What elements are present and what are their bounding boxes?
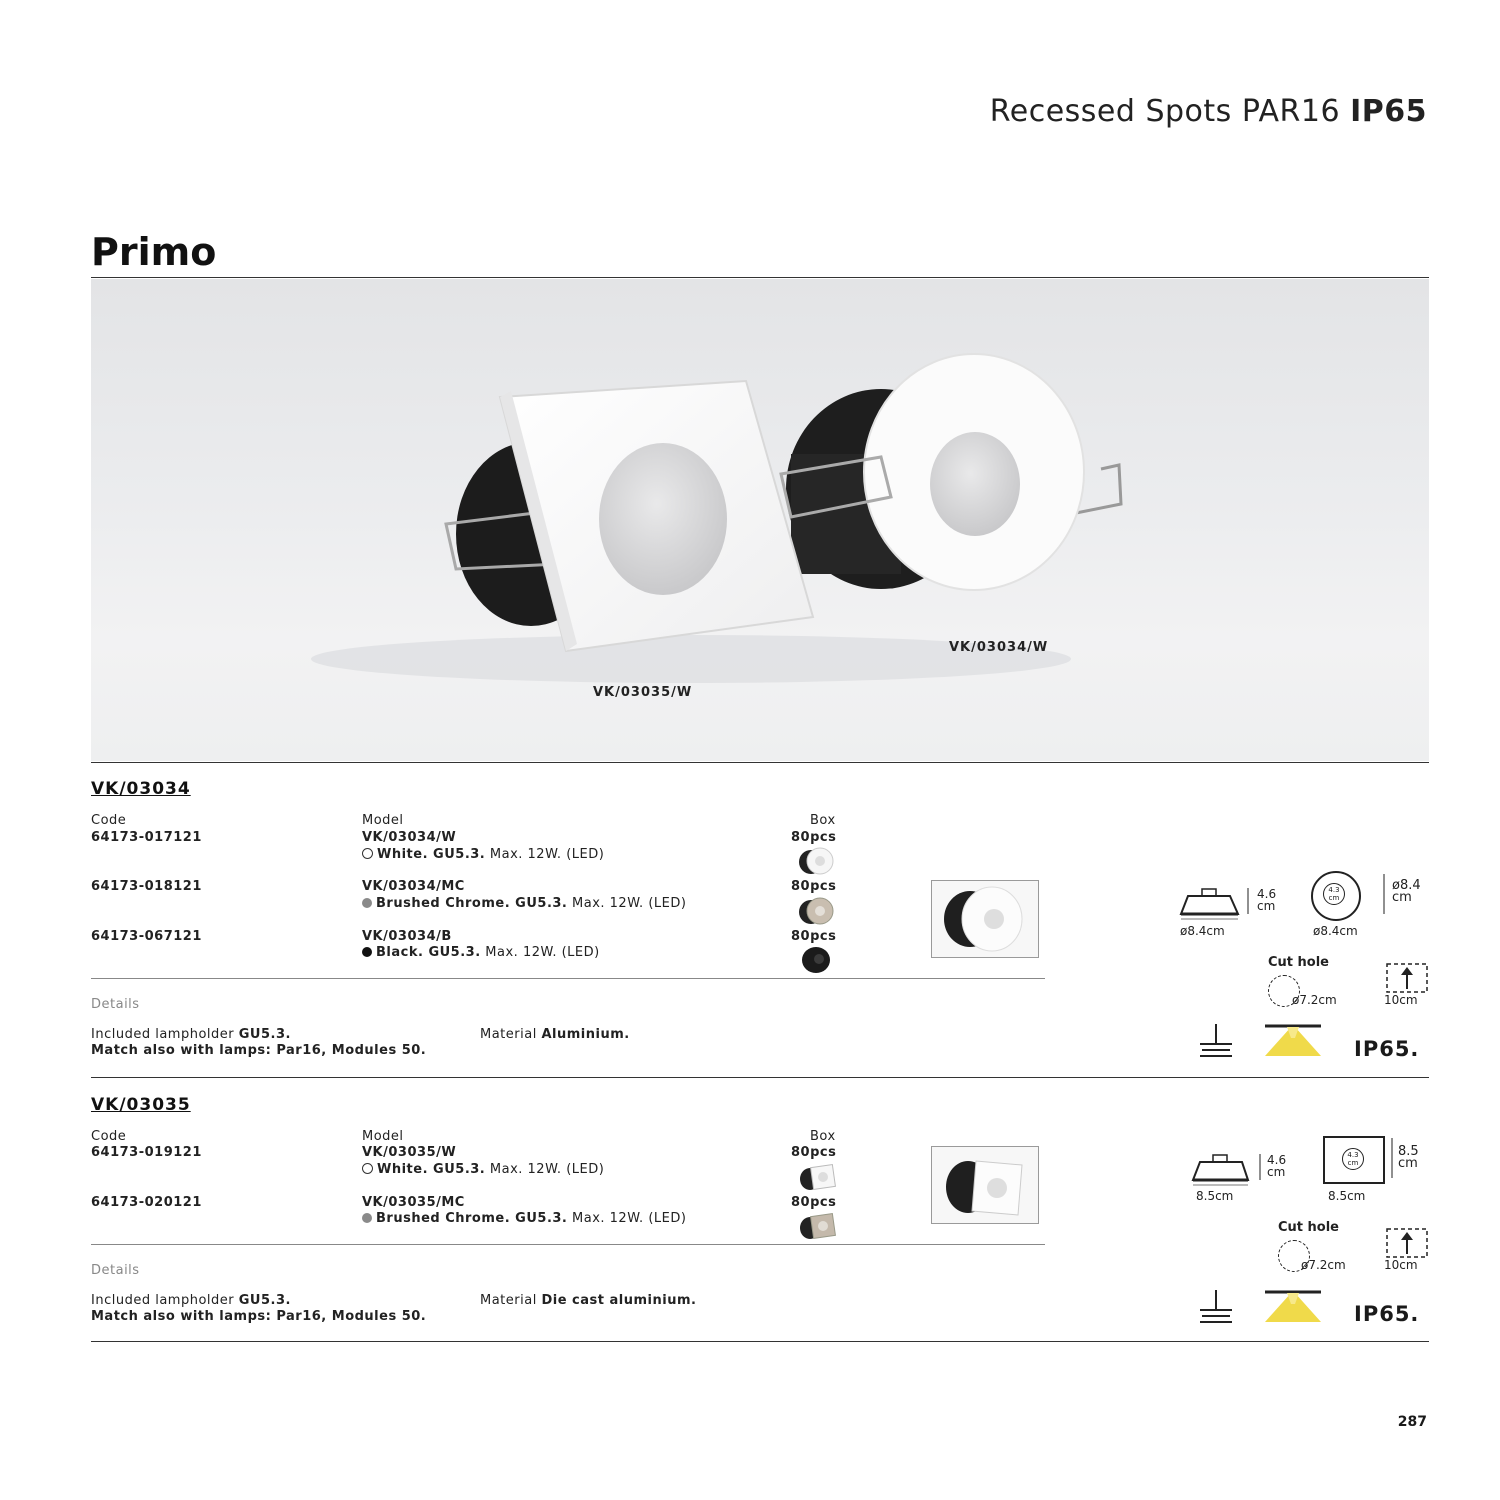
- photo-label: VK/03034/W: [949, 640, 1049, 655]
- box-qty: 80pcs: [791, 929, 837, 944]
- product-code: 64173-019121: [91, 1145, 202, 1160]
- cut-hole-value: ø7.2cm: [1301, 1258, 1346, 1272]
- dimension-front: 8.5cm: [1328, 1189, 1366, 1203]
- page-header-title: [990, 94, 1427, 129]
- product-finish: Brushed Chrome. GU5.3. Max. 12W. (LED): [362, 896, 686, 911]
- product-model: VK/03034/MC: [362, 879, 465, 894]
- product-photo-illustration: [91, 279, 1429, 761]
- box-qty: 80pcs: [791, 1195, 837, 1210]
- height-bracket-icon: [1256, 1154, 1264, 1180]
- product-model: VK/03035/MC: [362, 1195, 465, 1210]
- col-header-model: Model: [362, 813, 404, 828]
- family-title: Primo: [91, 230, 217, 274]
- product-finish: White. GU5.3. Max. 12W. (LED): [362, 1162, 604, 1177]
- header-title-bold: IP65: [1350, 94, 1427, 129]
- white-finish-dot-icon: [362, 1163, 373, 1174]
- square-fitting-image-icon: [932, 1147, 1038, 1223]
- divider: [91, 277, 1429, 278]
- col-header-code: Code: [91, 813, 127, 828]
- chrome-fitting-thumbnail-icon: [794, 896, 840, 926]
- black-finish-dot-icon: [362, 947, 372, 957]
- product-code: 64173-020121: [91, 1195, 202, 1210]
- detail-lampholder: Included lampholder GU5.3.: [91, 1293, 291, 1308]
- product-code: 64173-017121: [91, 830, 202, 845]
- dimension-height: 4.6 cm: [1267, 1153, 1287, 1179]
- chrome-square-fitting-thumbnail-icon: [796, 1211, 840, 1241]
- chrome-finish-dot-icon: [362, 1213, 372, 1223]
- product-model: VK/03034/W: [362, 830, 457, 845]
- detail-material: Material Die cast aluminium.: [480, 1293, 697, 1308]
- product-finish: Brushed Chrome. GU5.3. Max. 12W. (LED): [362, 1211, 686, 1226]
- divider: [91, 1077, 1429, 1078]
- light-beam-icon: [1265, 1024, 1321, 1056]
- product-model: VK/03035/W: [362, 1145, 457, 1160]
- details-label: Details: [91, 997, 140, 1012]
- col-header-box: Box: [810, 813, 836, 828]
- box-qty: 80pcs: [791, 879, 837, 894]
- white-square-fitting-thumbnail-icon: [796, 1162, 840, 1192]
- col-header-box: Box: [810, 1129, 836, 1144]
- page-number: 287: [1397, 1414, 1427, 1430]
- header-title-light: Recessed Spots PAR16: [989, 94, 1341, 129]
- front-view-square-icon: [1323, 1136, 1385, 1184]
- depth-icon: [1386, 1228, 1428, 1258]
- dimension-width: 8.5cm: [1196, 1189, 1234, 1203]
- black-fitting-thumbnail-icon: [794, 945, 840, 975]
- ip-rating: IP65.: [1354, 1037, 1420, 1061]
- product-title: VK/03035: [91, 1095, 191, 1115]
- white-fitting-thumbnail-icon: [794, 846, 840, 876]
- depth-icon: [1386, 963, 1428, 993]
- depth-value: 10cm: [1384, 1258, 1418, 1272]
- product-finish: Black. GU5.3. Max. 12W. (LED): [362, 945, 600, 960]
- photo-label: VK/03035/W: [593, 685, 693, 700]
- product-model: VK/03034/B: [362, 929, 452, 944]
- product-photo: [91, 279, 1429, 761]
- divider: [91, 1244, 1045, 1245]
- ip-rating: IP65.: [1354, 1302, 1420, 1326]
- light-beam-icon: [1265, 1290, 1321, 1322]
- side-profile-icon: [1190, 1150, 1252, 1186]
- dimension-width: ø8.4cm: [1180, 924, 1225, 938]
- divider: [91, 978, 1045, 979]
- dimension-height: 4.6 cm: [1257, 887, 1277, 913]
- earth-ground-icon: [1198, 1290, 1234, 1324]
- product-code: 64173-018121: [91, 879, 202, 894]
- col-header-code: Code: [91, 1129, 127, 1144]
- front-view-round-icon: [1311, 871, 1361, 921]
- col-header-model: Model: [362, 1129, 404, 1144]
- cut-hole-value: ø7.2cm: [1292, 993, 1337, 1007]
- dimension-side: 8.5 cm: [1398, 1144, 1419, 1171]
- box-qty: 80pcs: [791, 830, 837, 845]
- round-fitting-image-icon: [932, 881, 1038, 957]
- detail-match-lamps: Match also with lamps: Par16, Modules 50.: [91, 1043, 427, 1058]
- detail-match-lamps: Match also with lamps: Par16, Modules 50.: [91, 1309, 427, 1324]
- inner-diameter: 4.3 cm: [1323, 883, 1345, 905]
- white-finish-dot-icon: [362, 848, 373, 859]
- chrome-finish-dot-icon: [362, 898, 372, 908]
- divider: [91, 762, 1429, 763]
- divider: [91, 1341, 1429, 1342]
- size-bracket-icon: [1380, 874, 1388, 914]
- details-label: Details: [91, 1263, 140, 1278]
- product-code: 64173-067121: [91, 929, 202, 944]
- product-image-round: [931, 880, 1039, 958]
- cut-hole-label: Cut hole: [1278, 1220, 1339, 1235]
- box-qty: 80pcs: [791, 1145, 837, 1160]
- product-title: VK/03034: [91, 779, 191, 799]
- depth-value: 10cm: [1384, 993, 1418, 1007]
- dimension-front: ø8.4cm: [1313, 924, 1358, 938]
- dimension-side: ø8.4 cm: [1392, 878, 1421, 905]
- product-image-square: [931, 1146, 1039, 1224]
- product-finish: White. GU5.3. Max. 12W. (LED): [362, 847, 604, 862]
- inner-diameter: 4.3 cm: [1342, 1148, 1364, 1170]
- side-profile-icon: [1178, 884, 1242, 920]
- cut-hole-label: Cut hole: [1268, 955, 1329, 970]
- detail-material: Material Aluminium.: [480, 1027, 630, 1042]
- detail-lampholder: Included lampholder GU5.3.: [91, 1027, 291, 1042]
- height-bracket-icon: [1244, 888, 1252, 914]
- earth-ground-icon: [1198, 1024, 1234, 1058]
- size-bracket-icon: [1388, 1138, 1396, 1178]
